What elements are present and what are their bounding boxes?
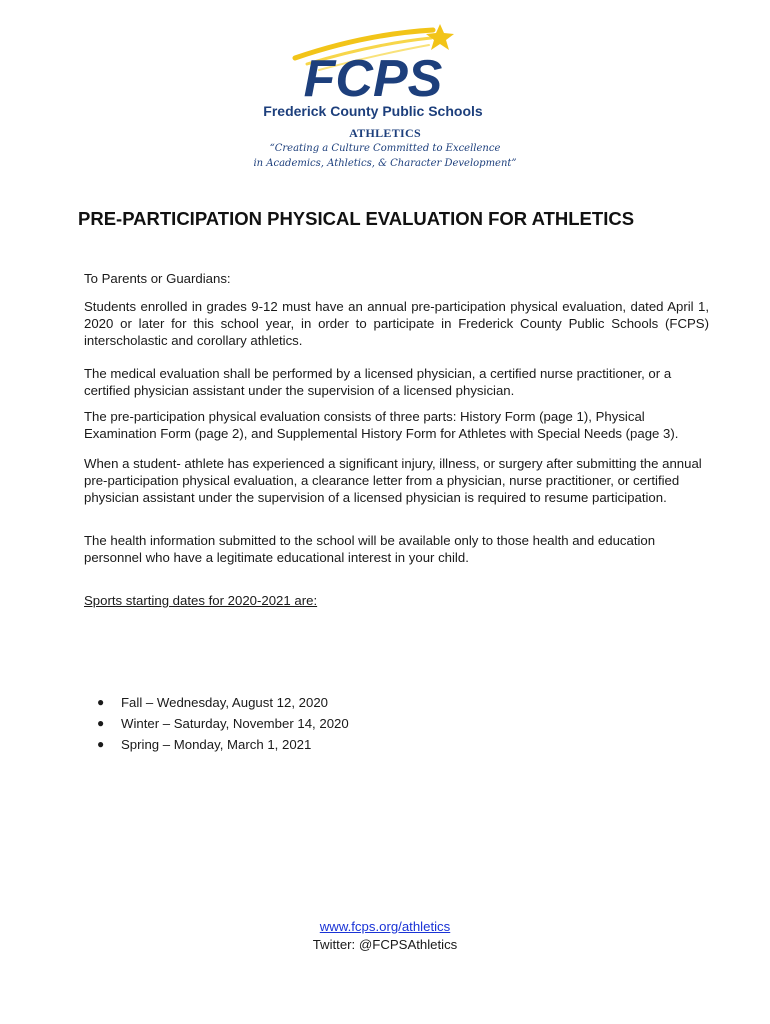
- fcps-logo: [255, 22, 495, 122]
- bullet-icon: ●: [97, 737, 105, 751]
- department-label: ATHLETICS: [349, 126, 421, 140]
- paragraph-eligibility: Students enrolled in grades 9-12 must have an annual pre-participation physical evaluation, dated April 1, 2020 or later for this school year, in order to participate in Frederick County Public Schools (FCPS) interscholastic and corollary athletics.: [84, 299, 709, 348]
- page-title: PRE-PARTICIPATION PHYSICAL EVALUATION FOR ATHLETICS: [78, 208, 635, 229]
- paragraph-examiner: The medical evaluation shall be performed by a licensed physician, a certified nurse practitioner, or a certified physician assistant under the supervision of a licensed physician.: [84, 366, 672, 398]
- sports-date-fall: Fall – Wednesday, August 12, 2020: [121, 695, 328, 710]
- paragraph-parts: The pre-participation physical evaluation consists of three parts: History Form (page 1), Physical Examination Form (page 2), and Supplemental History Form for Athletes with Special Needs (page 3).: [84, 409, 679, 441]
- organization-name: Frederick County Public Schools: [263, 103, 483, 119]
- bullet-icon: ●: [97, 716, 105, 730]
- motto-line-2: in Academics, Athletics, & Character Development”: [253, 158, 517, 169]
- motto: [0, 141, 770, 171]
- list-item: [84, 714, 349, 735]
- twitter-handle: Twitter: @FCPSAthletics: [312, 937, 458, 952]
- sports-dates-heading: Sports starting dates for 2020-2021 are:: [84, 593, 318, 608]
- list-item: [84, 735, 349, 756]
- website-link[interactable]: www.fcps.org/athletics: [319, 919, 451, 934]
- sports-date-winter: Winter – Saturday, November 14, 2020: [121, 716, 349, 731]
- paragraph-privacy: The health information submitted to the school will be available only to those health and education personnel who have a legitimate educational interest in your child.: [84, 533, 656, 565]
- motto-line-1: “Creating a Culture Committed to Excellence: [269, 143, 501, 154]
- paragraph-clearance: When a student- athlete has experienced a significant injury, illness, or surgery after submitting the annual pre-participation physical evaluation, a clearance letter from a physician, nurse practitioner, or certified physician assistant under the supervision of a licensed physician is required to resume participation.: [84, 456, 702, 505]
- footer: [0, 918, 770, 954]
- salutation: To Parents or Guardians:: [84, 271, 231, 286]
- sports-date-spring: Spring – Monday, March 1, 2021: [121, 737, 312, 752]
- logo-letters: FCPS: [303, 50, 443, 108]
- bullet-icon: ●: [97, 695, 105, 709]
- list-item: [84, 693, 349, 714]
- sports-dates-list: [84, 693, 349, 756]
